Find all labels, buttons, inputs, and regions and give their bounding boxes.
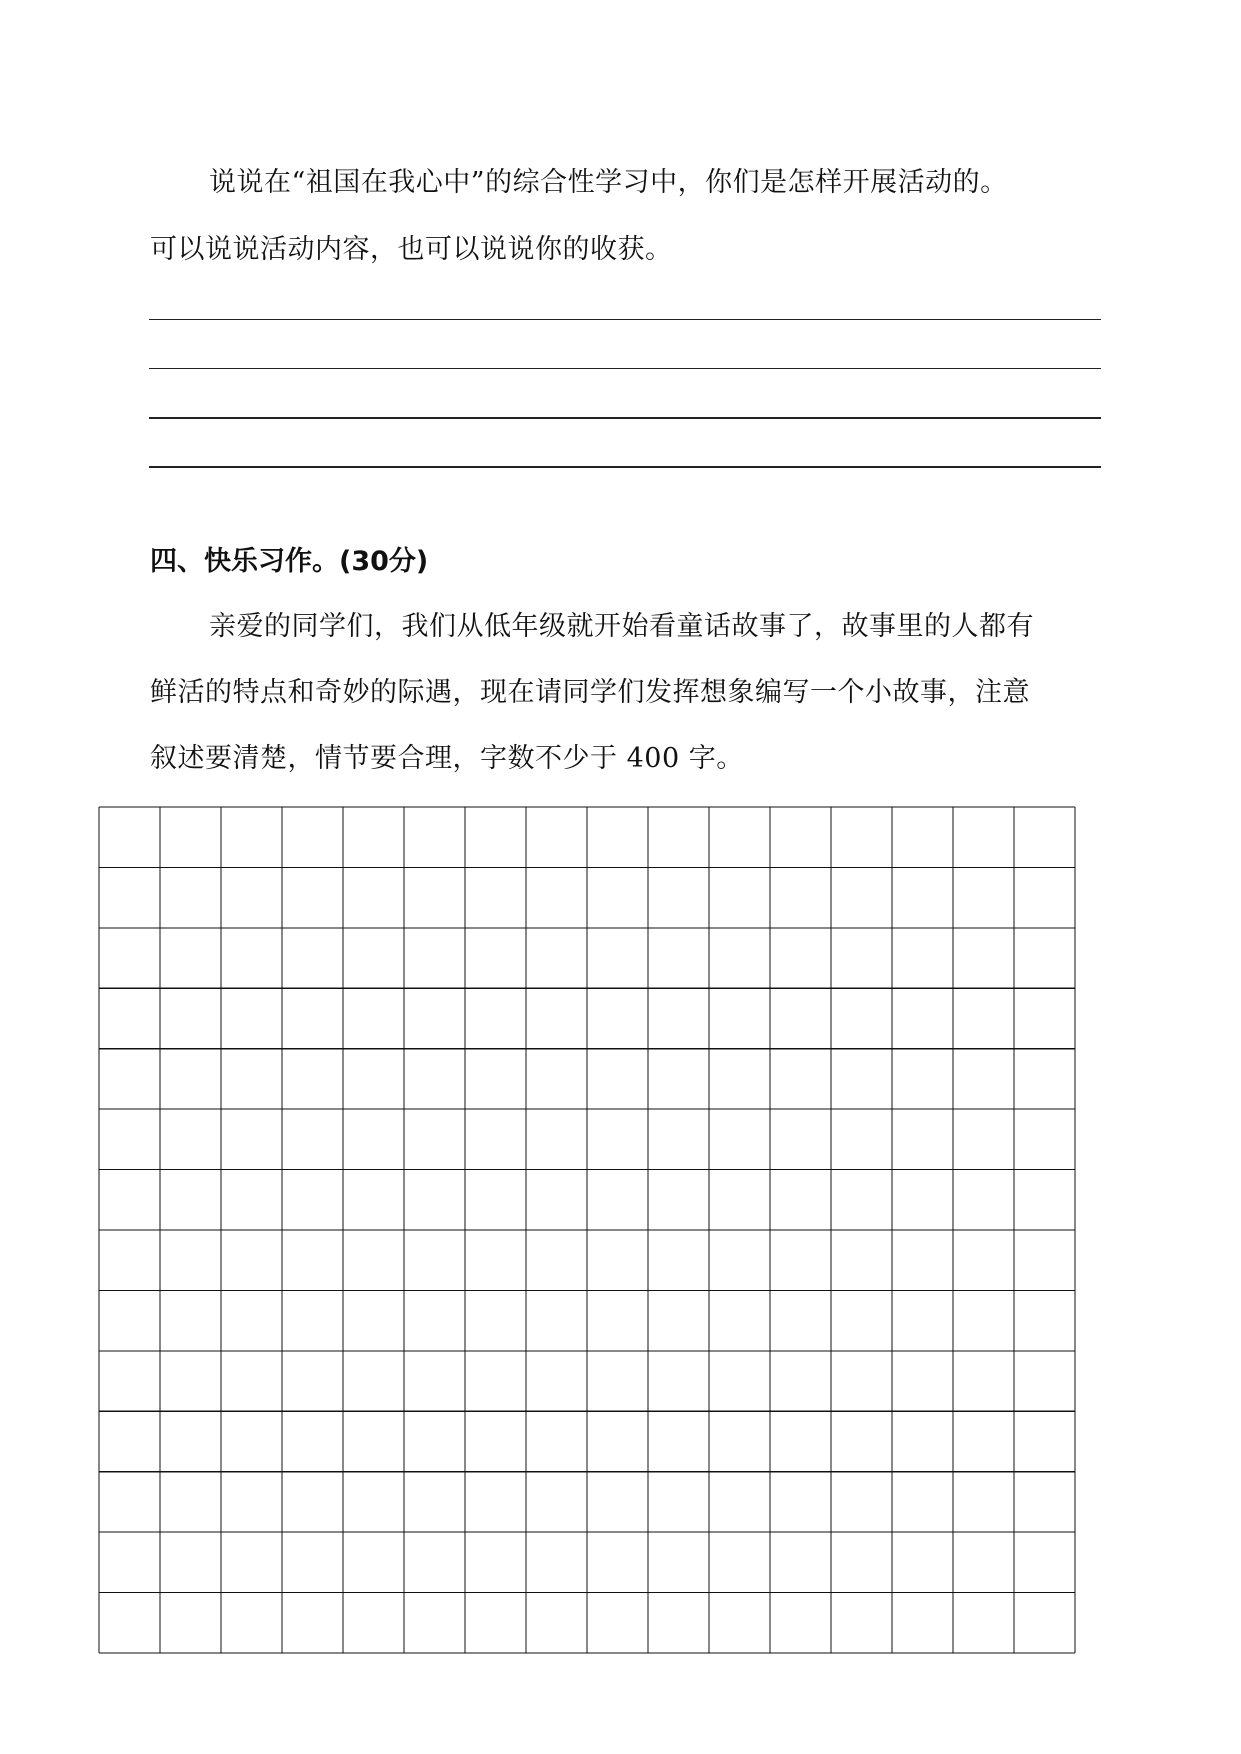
answer-line[interactable] xyxy=(149,319,1101,320)
prompt-line-1: 亲爱的同学们，我们从低年级就开始看童话故事了，故事里的人都有 xyxy=(209,611,1034,642)
section-heading: 四、快乐习作。(30分) xyxy=(150,546,429,577)
question-line-1: 说说在“祖国在我心中”的综合性学习中，你们是怎样开展活动的。 xyxy=(209,167,1008,198)
question-line-2: 可以说说活动内容，也可以说说你的收获。 xyxy=(150,234,673,265)
writing-grid[interactable] xyxy=(98,806,1076,1654)
answer-line[interactable] xyxy=(149,417,1101,419)
prompt-line-3: 叙述要清楚，情节要合理，字数不少于 400 字。 xyxy=(150,743,744,774)
answer-line[interactable] xyxy=(149,368,1101,369)
prompt-line-2: 鲜活的特点和奇妙的际遇，现在请同学们发挥想象编写一个小故事，注意 xyxy=(150,677,1030,708)
answer-line[interactable] xyxy=(149,466,1101,468)
